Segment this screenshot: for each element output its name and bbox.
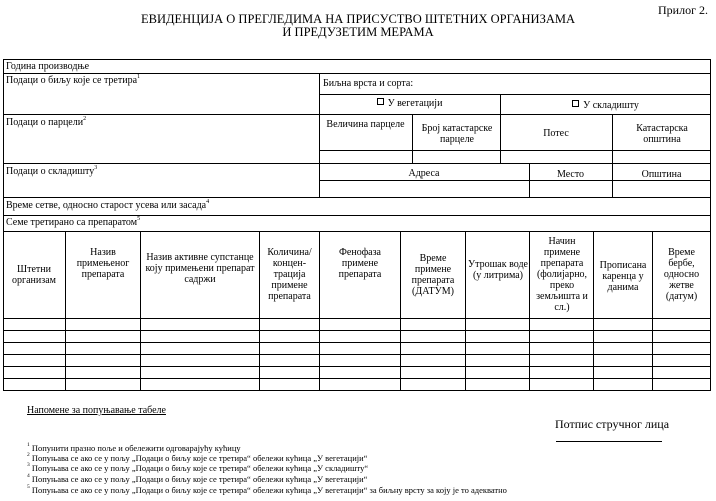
sowing-time-label: Време сетве, односно старост усева или засада$^4$	[6, 199, 210, 211]
footnote-2: $^2$ Попуњава се ако се у пољу „Подаци о биљу које се третира“ обележи кућица „У вегетацији“	[27, 452, 368, 463]
plant-data-label: Подаци о биљу које се третира$^1$	[6, 74, 141, 86]
col-application-method: Начин примене препарата (фолијарно, преко земљишта и сл.)	[536, 236, 588, 313]
cadastral-number-label: Број катастарске парцеле	[421, 123, 493, 145]
place-label: Место	[556, 169, 585, 180]
address-label: Адреса	[408, 168, 440, 179]
col-harmful-organism: Штетни организам	[12, 264, 56, 286]
col-application-date: Време примене препарата (ДАТУМ)	[411, 253, 455, 297]
footnote-1: $^1$ Попунити празно поље и обележити одговарајућу кућицу	[27, 442, 241, 453]
col-water-usage: Утрошак воде (у литрима)	[468, 259, 528, 281]
col-active-substance: Назив активне супстанце коју примењени препарат садржи	[145, 252, 255, 285]
parcel-size-label: Величина парцеле	[326, 119, 405, 130]
signature-line	[556, 441, 662, 442]
production-year-label: Година производње	[6, 61, 90, 72]
checkbox-storage[interactable]	[572, 100, 579, 107]
col-product-name: Назив примењеног препарата	[76, 247, 130, 280]
col-quantity-concentration: Количина/ концен-трација примене препарата	[267, 247, 312, 302]
attachment-label: Прилог 2.	[658, 3, 708, 17]
footnote-4: $^4$ Попуњава се ако се у пољу „Подаци о биљу које се третира“ обележи кућица „У вегетацији“	[27, 473, 368, 484]
municipality-label: Општина	[641, 169, 682, 180]
col-withdrawal-period: Прописана каренца у данима	[599, 260, 647, 293]
signature-label: Потпис стручног лица	[555, 417, 670, 431]
seed-treated-label: Семе третирано са препаратом$^5$	[6, 216, 141, 228]
col-harvest-time: Време бербе, односно жетве (датум)	[663, 247, 700, 302]
potes-label: Потес	[543, 128, 569, 139]
notes-title: Напомене за попуњавање табеле	[27, 405, 166, 416]
col-phenophase: Фенофаза примене препарата	[338, 247, 382, 280]
in-storage-option[interactable]: У складишту	[500, 100, 711, 111]
title-line-1: ЕВИДЕНЦИЈА О ПРЕГЛЕДИМА НА ПРИСУСТВО ШТЕТНИХ ОРГАНИЗАМА	[141, 12, 575, 26]
cadastral-municipality-label: Катастарска општина	[636, 123, 688, 145]
plant-species-label: Биљна врста и сорта:	[323, 78, 414, 89]
document-title	[0, 13, 716, 39]
footnote-3: $^3$ Попуњава се ако се у пољу „Подаци о биљу које се третира“ обележи кућица „У складишту“	[27, 462, 369, 473]
footnote-5: $^5$ Попуњава се ако се у пољу „Подаци о биљу које се третира“ обележи кућица „У вегетацији“ за биљну врсту за коју је то адекватно	[27, 484, 507, 495]
checkbox-vegetation[interactable]	[377, 98, 384, 105]
storage-data-label: Подаци о складишту$^3$	[6, 165, 98, 177]
parcel-data-label: Подаци о парцели$^2$	[6, 116, 87, 128]
in-vegetation-option[interactable]: У вегетацији	[319, 98, 500, 109]
title-line-2: И ПРЕДУЗЕТИМ МЕРАМА	[282, 25, 434, 39]
